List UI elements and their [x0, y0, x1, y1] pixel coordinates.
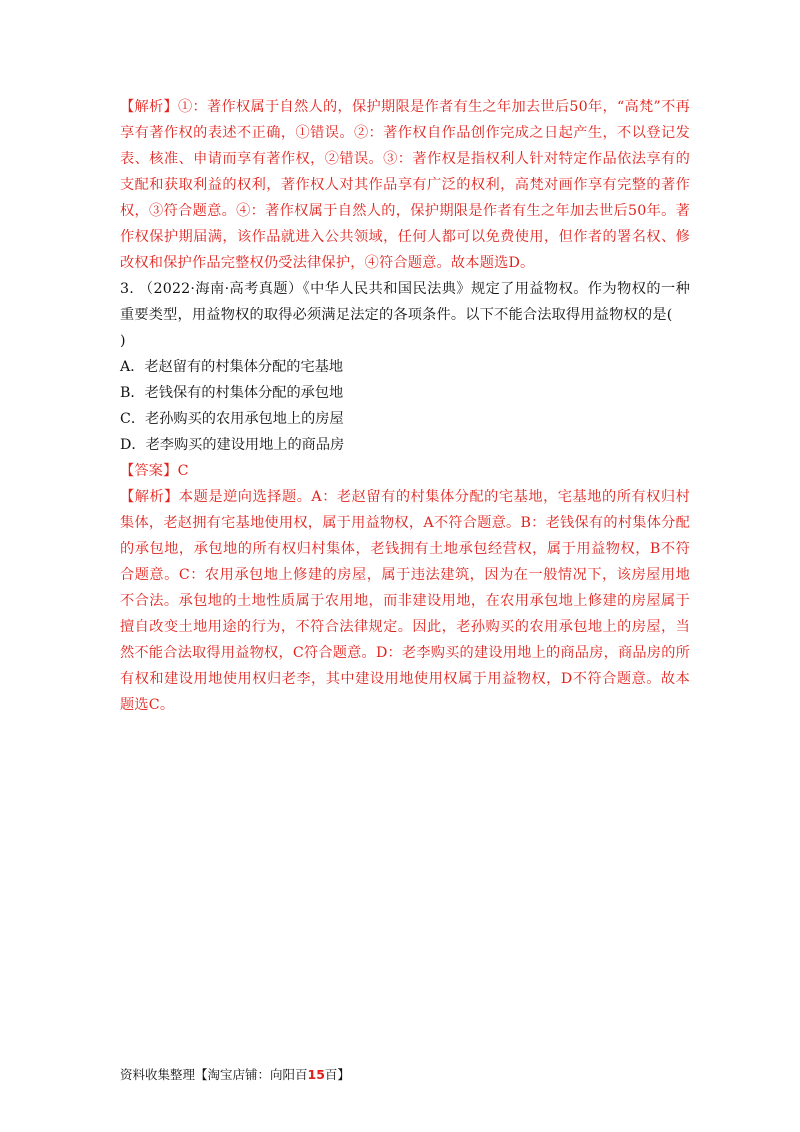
option-a: A．老赵留有的村集体分配的宅基地: [120, 359, 344, 375]
option-b: B．老钱保有的村集体分配的承包地: [120, 385, 344, 401]
answer-tag: 【答案】: [120, 463, 178, 479]
question-stem-text: 3. （2022·海南·高考真题）《中华人民共和国民法典》规定了用益物权。作为物权的一种重要类型，用益物权的取得必须满足法定的各项条件。以下不能合法取得用益物权的是(: [120, 281, 690, 323]
analysis-text: ①：著作权属于自然人的，保护期限是作者有生之年加去世后50年，“高梵”不再享有著作权的表述不正确，①错误。②：著作权自作品创作完成之日起产生，不以登记发表、核准、申请而享有著作权，②错误。③：著作权是指权利人针对特定作品依法享有的支配和获取利益的权利，著作权人对其作品享有广泛的权利，高梵对画作享有完整的著作权，③符合题意。④：著作权属于自然人的，保护期限是作者有生之年加去世后50年。著作权保护期届满，该作品就进入公共领域，任何人都可以免费使用，但作者的署名权、修改权和保护作品完整权仍受法律保护，④符合题意。故本题选D。: [120, 99, 690, 271]
question-3-stem: [120, 276, 690, 354]
footer-text: 资料收集整理【淘宝店铺：向阳百: [120, 1067, 308, 1082]
answer-line: [120, 458, 690, 484]
page-footer: [120, 1066, 350, 1084]
analysis-text: 本题是逆向选择题。A：老赵留有的村集体分配的宅基地，宅基地的所有权归村集体，老赵拥有宅基地使用权，属于用益物权，A不符合题意。B：老钱保有的村集体分配的承包地，承包地的所有权归村集体，老钱拥有土地承包经营权，属于用益物权，B不符合题意。C：农用承包地上修建的房屋，属于违法建筑，因为在一般情况下，该房屋用地不合法。承包地的土地性质属于农用地，而非建设用地，在农用承包地上修建的房屋属于擅自改变土地用途的行为，不符合法律规定。因此，老孙购买的农用承包地上的房屋，当然不能合法取得用益物权，C符合题意。D：老李购买的建设用地上的商品房，商品房的所有权和建设用地使用权归老李，其中建设用地使用权属于用益物权，D不符合题意。故本题选C。: [120, 489, 690, 713]
analysis-tag: 【解析】: [120, 99, 178, 115]
option-d: D．老李购买的建设用地上的商品房: [120, 437, 345, 453]
question-stem-end: ): [120, 333, 126, 349]
analysis-tag: 【解析】: [120, 489, 179, 505]
question-3-options: [120, 354, 690, 458]
document-page: [120, 94, 690, 718]
analysis-paragraph-2: [120, 484, 690, 718]
analysis-paragraph-1: [120, 94, 690, 276]
option-c: C．老孙购买的农用承包地上的房屋: [120, 411, 344, 427]
answer-value: C: [177, 463, 189, 479]
page-number: 15: [307, 1067, 325, 1082]
footer-text-end: 百】: [324, 1067, 350, 1082]
